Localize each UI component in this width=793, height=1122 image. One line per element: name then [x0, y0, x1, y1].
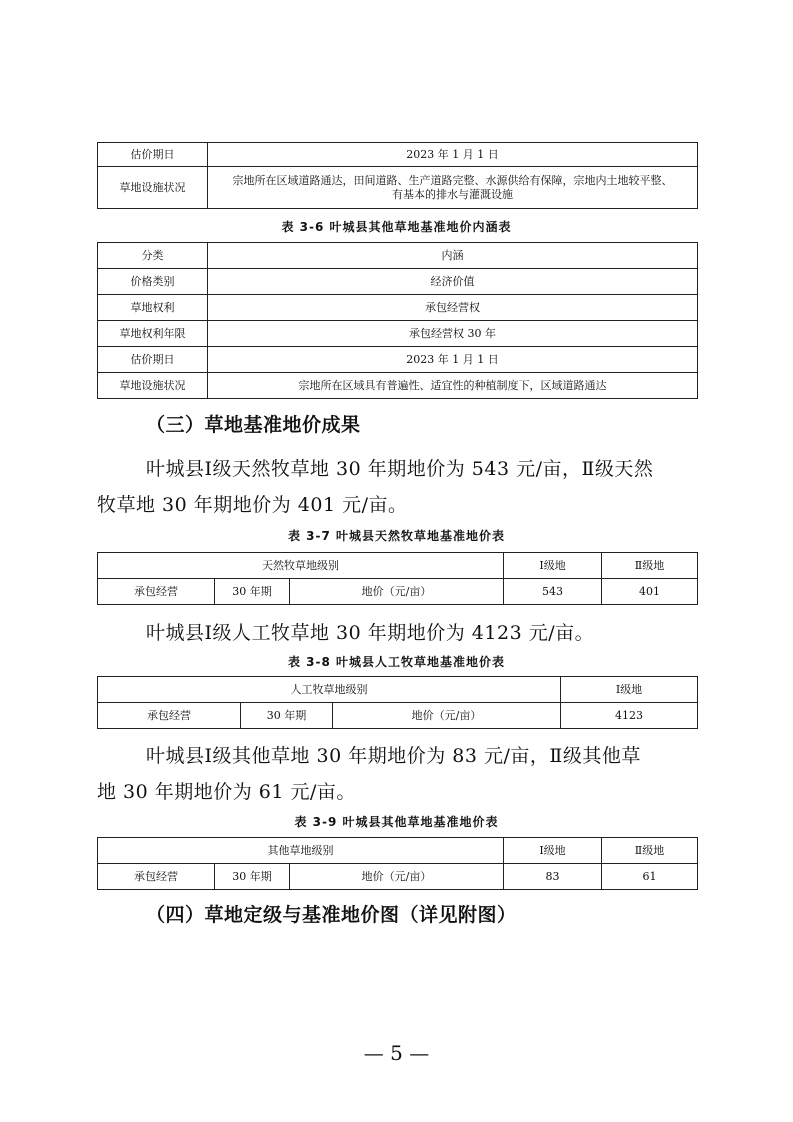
table-header-row	[98, 243, 698, 269]
table-cell-price: 4123	[561, 703, 698, 729]
table-3-8	[97, 676, 698, 729]
cell-line: 宗地所在区域道路通达，田间道路、生产道路完整、水源供给有保障，宗地内土地较平整、	[232, 173, 673, 187]
table-row	[98, 579, 698, 605]
table-caption-3-9: 表 3-9 叶城县其他草地基准地价表	[294, 815, 499, 829]
table-row	[98, 373, 698, 399]
table-3-6	[97, 242, 698, 399]
table-cell: 地价（元/亩）	[290, 579, 504, 605]
table-caption-3-6: 表 3-6 叶城县其他草地基准地价内涵表	[281, 220, 512, 234]
table-row	[98, 269, 698, 295]
table-cell-label: 草地权利	[98, 295, 208, 321]
table-header-cell: 其他草地级别	[98, 838, 504, 864]
section-heading-4: （四）草地定级与基准地价图（详见附图）	[146, 904, 517, 926]
table-row	[98, 864, 698, 890]
table-header-cell: 天然牧草地级别	[98, 553, 504, 579]
table-header-cell: 人工牧草地级别	[98, 677, 561, 703]
table-cell-price: 83	[504, 864, 602, 890]
table-row	[98, 295, 698, 321]
table-header-cell: Ⅰ级地	[504, 838, 602, 864]
table-cell-label: 草地权利年限	[98, 321, 208, 347]
table-land-facilities-continued	[97, 142, 698, 209]
table-cell-price: 401	[602, 579, 698, 605]
table-cell-value: 宗地所在区域具有普遍性、适宜性的种植制度下，区域道路通达	[208, 373, 698, 399]
table-cell: 30 年期	[215, 864, 290, 890]
paragraph-line: 叶城县Ⅰ级人工牧草地 30 年期地价为 4123 元/亩。	[146, 622, 595, 644]
paragraph-line: 牧草地 30 年期地价为 401 元/亩。	[97, 494, 408, 516]
table-cell: 30 年期	[215, 579, 290, 605]
table-header-cell: 分类	[98, 243, 208, 269]
page-number: — 5 —	[363, 1041, 430, 1065]
table-header-cell: 内涵	[208, 243, 698, 269]
table-cell-value	[208, 167, 698, 209]
section-heading-3: （三）草地基准地价成果	[146, 414, 361, 436]
table-cell-value: 2023 年 1 月 1 日	[208, 143, 698, 167]
table-row	[98, 321, 698, 347]
table-cell: 地价（元/亩）	[333, 703, 561, 729]
table-row	[98, 143, 698, 167]
table-3-7	[97, 552, 698, 605]
table-cell: 承包经营	[98, 579, 215, 605]
table-header-cell: Ⅱ级地	[602, 838, 698, 864]
table-cell-label: 草地设施状况	[98, 373, 208, 399]
table-header-cell: Ⅰ级地	[504, 553, 602, 579]
table-caption-3-8: 表 3-8 叶城县人工牧草地基准地价表	[287, 655, 506, 669]
paragraph-line: 叶城县Ⅰ级其他草地 30 年期地价为 83 元/亩，Ⅱ级其他草	[146, 745, 641, 767]
table-header-cell: Ⅱ级地	[602, 553, 698, 579]
table-3-9	[97, 837, 698, 890]
table-cell-label: 估价期日	[98, 143, 208, 167]
table-cell: 30 年期	[241, 703, 333, 729]
table-cell: 地价（元/亩）	[290, 864, 504, 890]
table-cell-label: 估价期日	[98, 347, 208, 373]
table-header-row	[98, 838, 698, 864]
paragraph-line: 地 30 年期地价为 61 元/亩。	[97, 781, 356, 803]
cell-line: 有基本的排水与灌溉设施	[392, 187, 513, 201]
paragraph-line: 叶城县Ⅰ级天然牧草地 30 年期地价为 543 元/亩，Ⅱ级天然	[146, 458, 654, 480]
table-row	[98, 703, 698, 729]
table-row	[98, 167, 698, 209]
table-header-cell: Ⅰ级地	[561, 677, 698, 703]
table-cell-label: 价格类别	[98, 269, 208, 295]
table-cell-value: 2023 年 1 月 1 日	[208, 347, 698, 373]
table-header-row	[98, 677, 698, 703]
table-row	[98, 347, 698, 373]
table-caption-3-7: 表 3-7 叶城县天然牧草地基准地价表	[287, 529, 506, 543]
table-cell: 承包经营	[98, 703, 241, 729]
table-cell-value: 承包经营权 30 年	[208, 321, 698, 347]
table-cell-price: 61	[602, 864, 698, 890]
table-cell-value: 承包经营权	[208, 295, 698, 321]
table-cell-price: 543	[504, 579, 602, 605]
table-cell-value: 经济价值	[208, 269, 698, 295]
table-cell-label: 草地设施状况	[98, 167, 208, 209]
table-header-row	[98, 553, 698, 579]
table-cell: 承包经营	[98, 864, 215, 890]
